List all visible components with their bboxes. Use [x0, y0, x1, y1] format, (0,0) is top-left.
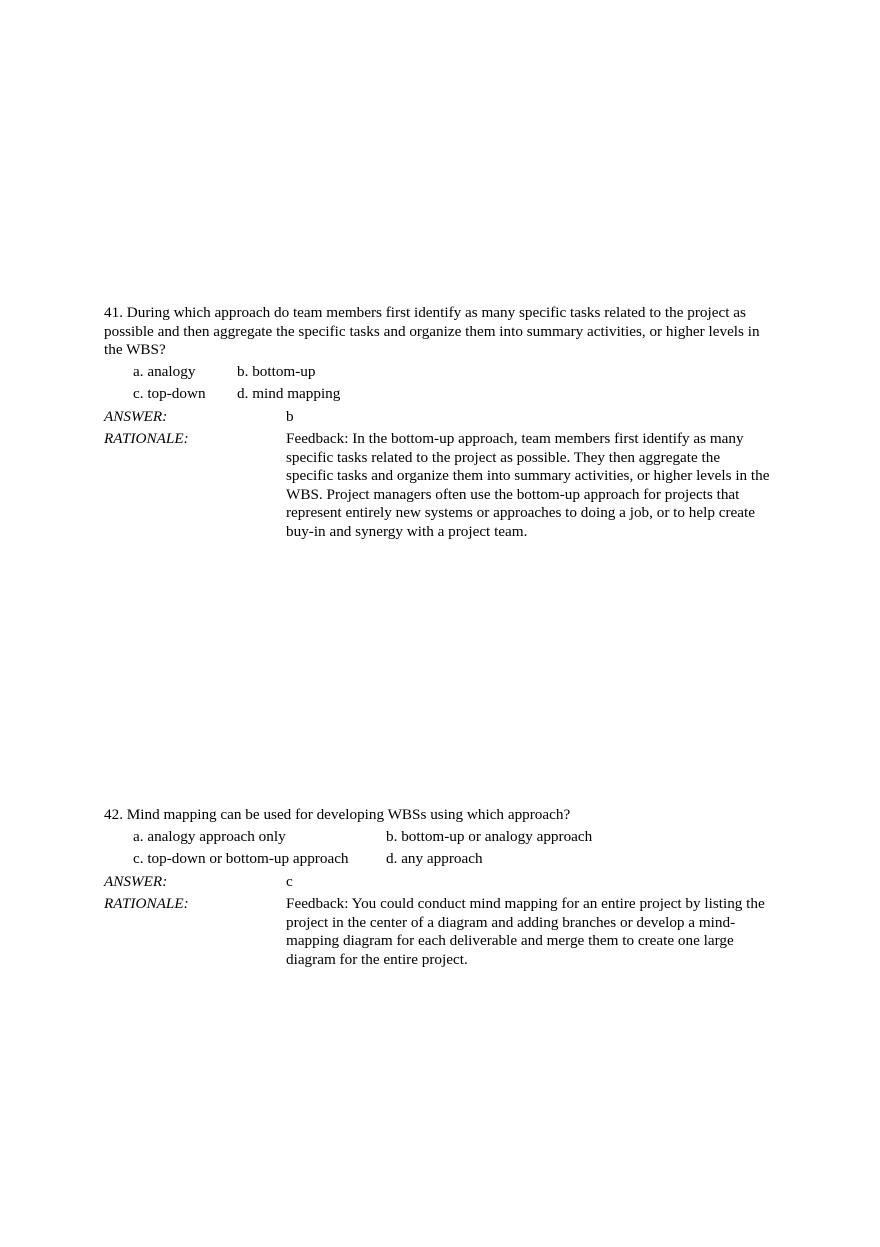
answer-label: ANSWER:	[104, 872, 168, 890]
option-a: a. analogy approach only	[133, 827, 286, 845]
question-stem: 41. During which approach do team members first identify as many specific tasks related to the project as possible and then aggregate the specific tasks and organize them into summary activities, or higher levels in the WBS?	[104, 304, 760, 358]
rationale-row	[104, 895, 776, 969]
answer-row	[104, 873, 776, 892]
rationale-row	[104, 430, 776, 541]
option-c: c. top-down or bottom-up approach	[133, 850, 349, 867]
answer-value: c	[286, 872, 293, 890]
answer-row	[104, 408, 776, 427]
option-b: b. bottom-up or analogy approach	[386, 827, 593, 845]
answer-value: b	[286, 407, 294, 425]
rationale-text: Feedback: In the bottom-up approach, team members first identify as many specific tasks related to the project as possible. They then aggregate the specific tasks and organize them into summary activities, or higher levels in the WBS. Project managers often use the bottom-up approach for projects that represent entirely new systems or approaches to doing a job, or to help create buy-in and synergy with a project team.	[286, 430, 770, 540]
question-stem: 42. Mind mapping can be used for developing WBSs using which approach?	[104, 806, 571, 823]
question-41	[104, 304, 776, 541]
question-42	[104, 806, 776, 969]
answer-label: ANSWER:	[104, 407, 168, 425]
answer-options	[133, 363, 776, 404]
answer-options	[133, 828, 776, 869]
option-a: a. analogy	[133, 362, 196, 380]
option-d: d. any approach	[386, 850, 483, 867]
rationale-text: Feedback: You could conduct mind mapping for an entire project by listing the project in the center of a diagram and adding branches or develop a mind-mapping diagram for each deliverable and merge them to create one large diagram for the entire project.	[286, 895, 765, 968]
option-d: d. mind mapping	[237, 385, 341, 402]
option-c: c. top-down	[133, 385, 206, 402]
rationale-label: RATIONALE:	[104, 430, 189, 447]
option-b: b. bottom-up	[237, 362, 316, 380]
rationale-label: RATIONALE:	[104, 895, 189, 912]
